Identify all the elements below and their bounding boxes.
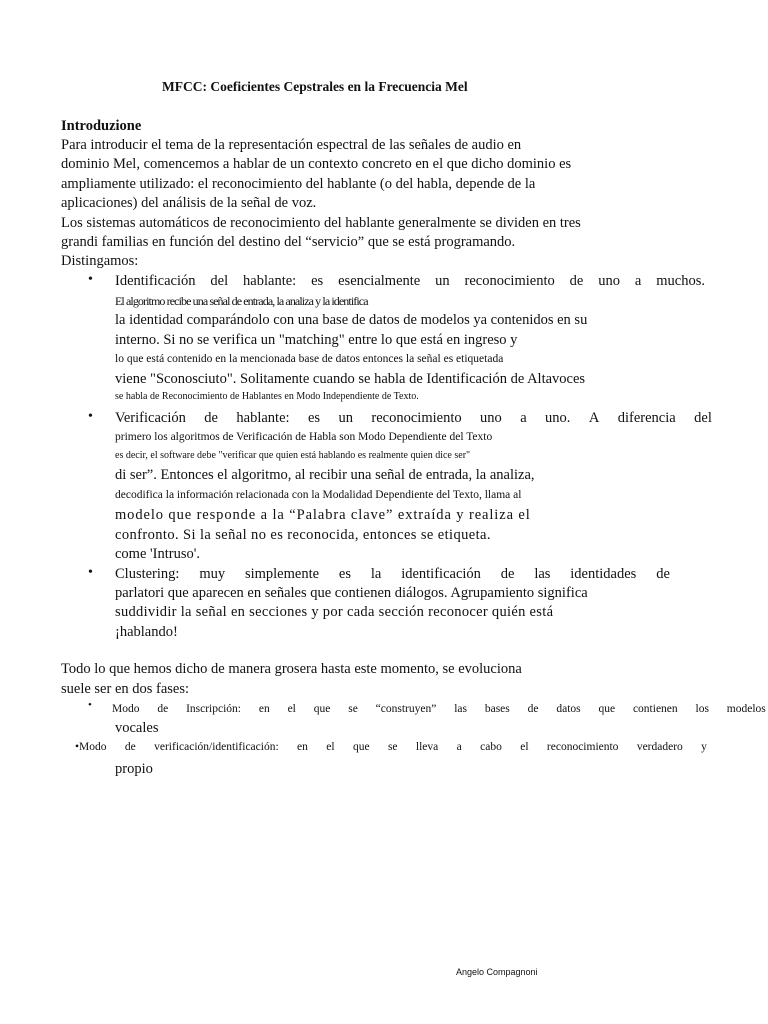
paragraph-line: Los sistemas automáticos de reconocimiento del hablante generalmente se dividen en tres [61,215,581,231]
paragraph-line: ampliamente utilizado: el reconocimiento del hablante (o del habla, depende de la [61,176,536,192]
list-item-line: ¡hablando! [115,624,178,640]
word: que [313,703,331,715]
word: uno [480,410,502,426]
word: simplemente [244,566,320,582]
bullet-icon: • [88,699,92,711]
word: que [352,741,370,753]
word: uno [598,273,620,289]
list-item-first-line [115,272,705,290]
word: es [307,410,321,426]
word: datos [556,703,581,715]
list-item-line: se habla de Reconocimiento de Hablantes en Modo Independiente de Texto. [115,391,419,402]
word: modelos [726,703,766,715]
word: en [258,703,270,715]
list-item-first-line [115,565,670,583]
list-item-line: suddividir la señal en secciones y por cada sección reconocer quién está [115,604,554,620]
document-title: MFCC: Coeficientes Cepstrales en la Frecuencia Mel [162,79,468,94]
word: de [204,410,218,426]
list-item-first-line [75,738,707,756]
word: muy [199,566,226,582]
word: cabo [480,741,502,753]
word: Clustering: [115,566,180,582]
word: a [634,273,642,289]
word: hablante: [236,410,290,426]
word: verdadero [636,741,683,753]
list-item-line: di ser”. Entonces el algoritmo, al recibir una señal de entrada, la analiza, [115,467,535,483]
list-item-line: decodifica la información relacionada con la Modalidad Dependiente del Texto, llama al [115,489,522,501]
list-item-line: parlatori que aparecen en señales que contienen diálogos. Agrupamiento significa [115,585,588,601]
word: del [694,410,712,426]
word: muchos. [656,273,705,289]
paragraph-line: aplicaciones) del análisis de la señal de voz. [61,195,317,211]
paragraph-line: suele ser en dos fases: [61,681,190,697]
word: un [435,273,450,289]
list-item-line: come 'Intruso'. [115,546,200,562]
word: contienen [632,703,678,715]
word: en [297,741,308,753]
word: a [520,410,527,426]
word: las [454,703,467,715]
bullet-icon: • [88,565,93,580]
word: esencialmente [338,273,421,289]
list-item-first-line [115,409,712,427]
word: del [210,273,229,289]
word: el [287,703,296,715]
word: de [569,273,584,289]
section-heading: Introduzione [61,118,142,134]
word: hablante: [243,273,297,289]
word: es [311,273,324,289]
word: verificación/identificación: [154,741,279,753]
word: de [157,703,169,715]
word: Identificación [115,273,196,289]
list-item-line: es decir, el software debe "verificar que quien está hablando es realmente quien dice ser" [115,450,471,461]
word: el [326,741,335,753]
list-item-line: primero los algoritmos de Verificación de Habla son Modo Dependiente del Texto [115,431,493,443]
word: bases [484,703,510,715]
list-item-line: interno. Si no se verifica un "matching" entre lo que está en ingreso y [115,332,518,348]
list-item-line: propio [115,761,153,777]
word: que [598,703,616,715]
word: identificación [401,566,481,582]
word: un [338,410,353,426]
list-item-first-line [112,700,766,718]
list-item-line: viene "Sconosciuto". Solitamente cuando se habla de Identificación de Altavoces [115,371,586,387]
list-item-line: vocales [115,720,159,736]
word: uno. [545,410,571,426]
word: identidades [570,566,637,582]
word: y [701,741,707,753]
word: “construyen” [375,703,437,715]
bullet-icon: • [88,409,93,424]
word: el [520,741,529,753]
bullet-icon: • [88,272,93,287]
list-item-line: El algoritmo recibe una señal de entrada, la analiza y la identifica [115,294,368,308]
word: reconocimiento [371,410,462,426]
word: diferencia [617,410,676,426]
paragraph-line: Para introducir el tema de la representación espectral de las señales de audio en [61,137,522,153]
word: a [456,741,462,753]
word: se [387,741,398,753]
paragraph-line: Todo lo que hemos dicho de manera grosera hasta este momento, se evoluciona [61,661,522,677]
word: la [370,566,382,582]
word: reconocimiento [464,273,555,289]
word: Inscripción: [186,703,241,715]
paragraph-line: Distingamos: [61,253,139,269]
word: Verificación [115,410,186,426]
list-item-line: la identidad comparándolo con una base de datos de modelos ya contenidos en su [115,312,588,328]
word: de [527,703,539,715]
word: reconocimiento [546,741,619,753]
list-item-line: confronto. Si la señal no es reconocida, entonces se etiqueta. [115,527,491,543]
word: los [695,703,709,715]
paragraph-line: grandi familias en función del destino del “servicio” que se está programando. [61,234,516,250]
word: las [534,566,551,582]
word: de [124,741,136,753]
page-footer: Angelo Compagnoni [456,967,538,977]
word: es [338,566,351,582]
list-item-line: lo que está contenido en la mencionada base de datos entonces la señal es etiquetada [115,353,504,365]
word: A [588,410,600,426]
word: de [500,566,515,582]
word: se [348,703,358,715]
word: Modo [112,703,140,715]
word: •Modo [75,741,107,753]
word: lleva [415,741,439,753]
word: de [656,566,670,582]
paragraph-line: dominio Mel, comencemos a hablar de un contexto concreto en el que dicho dominio es [61,156,572,172]
list-item-line: modelo que responde a la “Palabra clave” extraída y realiza el [115,507,531,523]
